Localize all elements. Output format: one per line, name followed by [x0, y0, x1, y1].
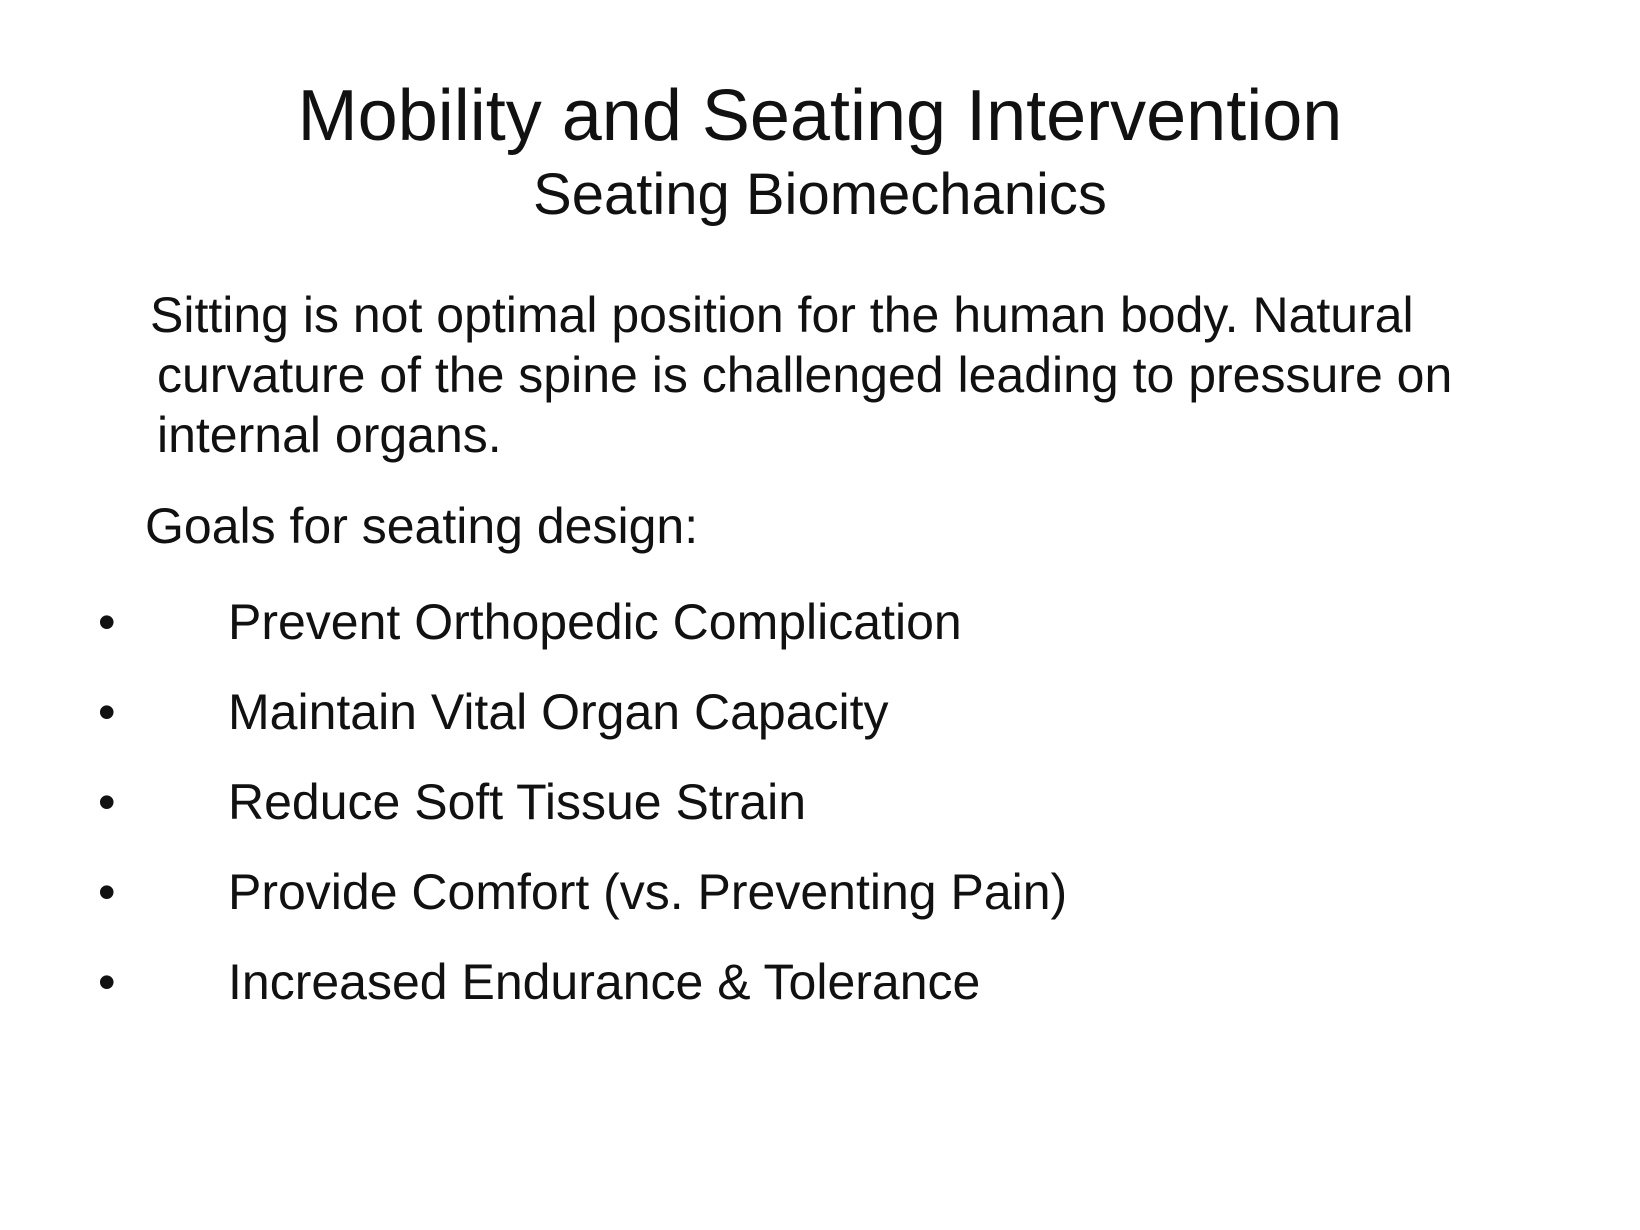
goal-text: Maintain Vital Organ Capacity [228, 684, 889, 740]
list-item [0, 952, 1640, 1042]
slide-title: Mobility and Seating Intervention [297, 76, 1343, 156]
bullet-icon: • [98, 594, 116, 650]
list-item [0, 682, 1640, 772]
bullet-icon: • [98, 774, 116, 830]
goal-text: Increased Endurance & Tolerance [228, 954, 981, 1010]
slide-subtitle: Seating Biomechanics [533, 162, 1107, 227]
intro-line: Sitting is not optimal position for the human body. Natural [150, 287, 1414, 343]
goals-list [0, 592, 1640, 1042]
bullet-icon: • [98, 864, 116, 920]
goal-text: Provide Comfort (vs. Preventing Pain) [228, 864, 1068, 920]
goals-heading: Goals for seating design: [145, 498, 699, 554]
intro-line: internal organs. [157, 407, 502, 463]
bullet-icon: • [98, 684, 116, 740]
goal-text: Prevent Orthopedic Complication [228, 594, 962, 650]
intro-line: curvature of the spine is challenged leading to pressure on [157, 347, 1453, 403]
list-item [0, 592, 1640, 682]
bullet-icon: • [98, 954, 116, 1010]
list-item [0, 772, 1640, 862]
goal-text: Reduce Soft Tissue Strain [228, 774, 807, 830]
intro-paragraph [150, 285, 1600, 465]
list-item [0, 862, 1640, 952]
